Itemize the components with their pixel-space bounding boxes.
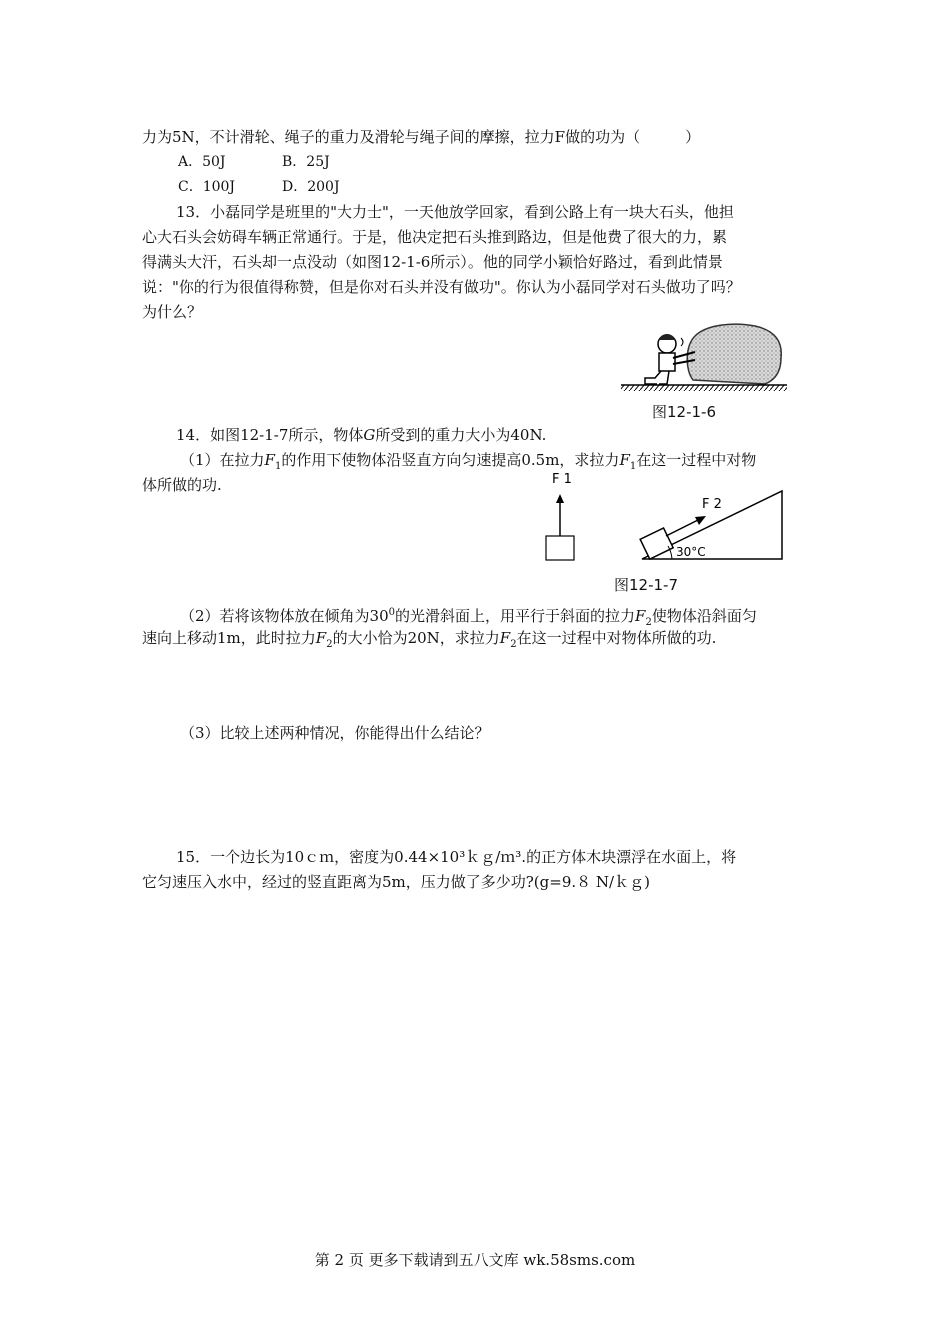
q12-option-d: D．200J <box>282 179 340 195</box>
figure-12-1-7 <box>530 470 800 570</box>
q12-option-a: A．50J <box>178 154 226 170</box>
q13-line: 为什么？ <box>142 303 203 321</box>
q14-part2-line1: （2）若将该物体放在倾角为$30^0$的光滑斜面上，用平行于斜面的拉力$F_2$使物体沿斜面匀 <box>180 607 757 628</box>
q14-intro: 14．如图12-1-7所示，物体G所受到的重力大小为40N. <box>176 426 547 444</box>
q13-line: 13．小磊同学是班里的"大力士"，一天他放学回家，看到公路上有一块大石头，他担 <box>176 203 734 221</box>
q13-line: 得满头大汗，石头却一点没动（如图12-1-6所示）。他的同学小颖恰好路过，看到此情景 <box>142 253 723 271</box>
f1-label: F 1 <box>552 472 572 487</box>
page-footer: 第 2 页 更多下载请到五八文库 wk.58sms.com <box>314 1251 636 1269</box>
f2-label: F 2 <box>702 497 722 512</box>
q15-line1: 15．一个边长为10ｃｍ，密度为0.44×10³ｋｇ/ｍ³.的正方体木块漂浮在水面上，将 <box>176 848 737 866</box>
boy-body <box>659 353 675 371</box>
figure-12-1-6-caption: 图12-1-6 <box>652 403 716 421</box>
q13-line: 心大石头会妨碍车辆正常通行。于是，他决定把石头推到路边，但是他费了很大的力，累 <box>142 228 728 246</box>
q14-part2-line2: 速向上移动1m，此时拉力$F_2$的大小恰为20N，求拉力$F_2$在这一过程中对物体所做的功. <box>142 629 717 650</box>
q14-part3: （3）比较上述两种情况，你能得出什么结论？ <box>180 724 490 742</box>
block-vertical <box>546 536 574 560</box>
q14-part1-line2: 体所做的功. <box>142 476 222 494</box>
q12-option-b: B．25J <box>282 154 330 170</box>
q15-line2: 它匀速压入水中，经过的竖直距离为5m，压力做了多少功?(g=9.８ N/ｋｇ) <box>142 873 650 891</box>
q12-line: 力为5N，不计滑轮、绳子的重力及滑轮与绳子间的摩擦，拉力F做的功为（ ） <box>142 128 701 146</box>
angle-label: 30°C <box>676 545 706 559</box>
q13-line: 说："你的行为很值得称赞，但是你对石头并没有做功"。你认为小磊同学对石头做功了吗？ <box>142 278 741 296</box>
figure-boy-pushing-rock <box>615 318 795 398</box>
figure-12-1-7-caption: 图12-1-7 <box>614 576 678 594</box>
q12-option-c: C．100J <box>178 179 236 195</box>
q14-part1-line1: （1）在拉力$F_1$的作用下使物体沿竖直方向匀速提高0.5m，求拉力$F_1$在这一过程中对物 <box>180 451 757 472</box>
rock-shape <box>687 324 781 384</box>
